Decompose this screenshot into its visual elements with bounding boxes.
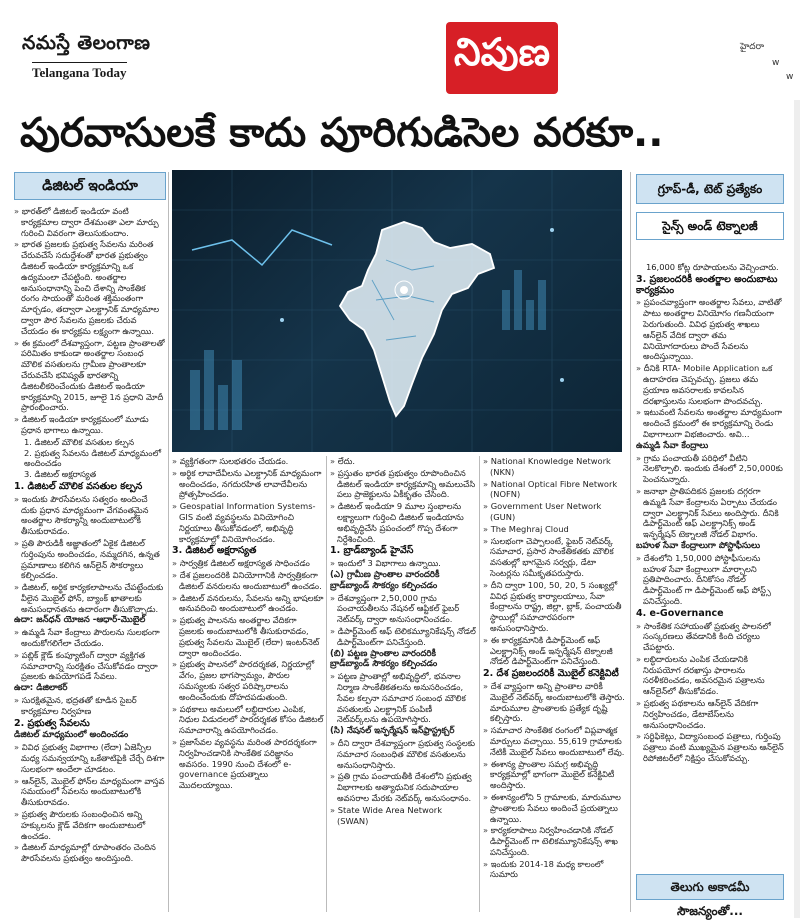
col5-para: » ఇటువంటి సేవలను అంతర్జాల మాధ్యమంగా అందించే క్రమంలో ఈ కార్యక్రమాన్ని రెండు విభాగాలుగా విభజించారు. అవి...: [636, 407, 784, 439]
col4-para: » ఈ కార్యక్రమానికి డిపార్ట్‌మెంట్ ఆఫ్ ఎలక్ట్రానిక్స్ అండ్ ఇన్ఫర్మేషన్ టెక్నాలజీ నోడల్ డిపార్ట్‌మెంట్‌గా పనిచేస్తుంది.: [483, 635, 627, 667]
col1-para: » భారత ప్రజలకు ప్రభుత్వ సేవలను మరింత చేరువచేసే సదుద్దేశంతో భారత ప్రభుత్వం డిజిటల్ ఇండియా కార్యక్రమాన్ని ఒక ఉద్యమంలా చేపట్టింది. అంతర్జాల అనుసంధానాన్ని పెంచి దేశాన్ని సాంకేతిక రంగం సాయంతో మరింత శక్తిమంతంగా మార్చడం, తద్వారా ఎలక్ట్రానిక్ మాధ్యమాల ద్వారా పౌర సేవలను ప్రజలకు చేరువ చేయడం ఈ కార్యక్రమ లక్ష్యంగా ఉన్నాయి.: [14, 239, 166, 336]
col1-para: » ప్రతి పౌరుడికీ అజ్ఞాతంలో ఏకైక డిజిటల్ గుర్తింపును అందించడం, నమ్మదగిన, ఉన్నత ప్రమాణాలు కలిగిన ఆన్‌లైన్ సౌకర్యాలు కల్పించడం.: [14, 538, 166, 581]
right-edge-text-1: హైదరా: [740, 42, 765, 52]
right-edge-text-2: w: [772, 58, 780, 68]
col5-para: » లబ్ధిదారులను ఎంపిక చేయడానికి నిరుపయోగ దరఖాస్తు ఫారాలను సరళీకరించడం, అవసరమైన పత్రాలను ఆన్‌లైన్‌లో తీసుకోవడం.: [636, 654, 784, 697]
india-map-graphic: [172, 170, 622, 452]
col4-para: » కార్యకలాపాలు నిర్వహించడానికి నోడల్ డిపార్ట్‌మెంట్ గా టెలికమ్యూనికేషన్స్ శాఖ పనిచేస్తుంది.: [483, 825, 627, 857]
col3-subheading-a: (ఎ) గ్రామీణ ప్రాంతాల వారందరికీ బ్రాడ్‌బ్యాండ్ సౌకర్యం కల్పించడం: [330, 569, 440, 591]
col5-para: » ప్రపంచవ్యాప్తంగా అంతర్జాల సేవలు, వాటితో పాటు అంతర్జాల వినియోగం గణనీయంగా పెరుగుతుంది. వివిధ ప్రభుత్వ శాఖలు ఆన్‌లైన్ వేదిక ద్వారా తమ వినియోగదారులు పొందే సేవలను అందిస్తున్నాయి.: [636, 297, 784, 362]
col1-para: » పబ్లిక్ క్లౌడ్ కంప్యూటింగ్ ద్వారా వ్యక్తిగత సమాచారాన్ని సురక్షితం చేసుకోవడం ద్వారా ప్రజలకు ఉపయోగపడే సేవలు.: [14, 650, 166, 682]
col3-para: » దీని ద్వారా దేశవ్యాప్తంగా ప్రభుత్వ సంస్థలకు సమాచార సంబంధిత మౌలిక వసతులను అనుసంధానిస్తారు.: [330, 738, 476, 770]
col4-heading-2: 2. దేశ ప్రజలందరికీ మొబైల్ కనెక్టివిటీ: [483, 668, 619, 680]
col2-para: » డిజిటల్ వనరులను, సేవలను అన్ని భాషలకూ అనువదించి అందుబాటులో ఉంచడం.: [172, 593, 324, 615]
col3-para: » ఇందులో 3 విభాగాలు ఉన్నాయి.: [330, 558, 476, 569]
col4-para: » ఈశాన్యంలోని 5 గ్రామాలకు, మారుమూల ప్రాంతాలకు సేవలు అందించే ప్రయత్నాలు ఉన్నాయి.: [483, 792, 627, 824]
col3-para: » పట్టణ ప్రాంతాల్లో అభివృద్ధిలో, భవనాల నిర్మాణ సాంకేతికతలను అనుసరించడం, సేవల కల్పనా సమాచార సంబంధ మౌలిక వసతులకు ఎలక్ట్రానిక్ పంపిణీ నెట్‌వర్క్‌లను ఉపయోగిస్తారు.: [330, 671, 476, 725]
col4-para: » సులభంగా చెప్పాలంటే, ఫైబర్ నెట్‌వర్క్ సమాచార, ప్రసార సాంకేతికతకు మౌలిక వసతుల్లో భాగమైన సర్వర్లు, డేటా సెంటర్లను సమీకృతపరుస్తారు.: [483, 536, 627, 579]
col2-para: » పథకాలు అమలులో లబ్ధిదారుల ఎంపిక, నిధుల విడుదలలో పారదర్శకత కోసం డిజిటల్ సమాచారాన్ని ఉపయోగించడం.: [172, 704, 324, 736]
col1-para: » సురక్షితమైన, భద్రతతో కూడిన సైబర్ కార్యక్రమాల నిర్వహణ: [14, 695, 166, 717]
col1-para: » భారత్‌లో డిజిటల్ ఇండియా వంటి కార్యక్రమాల ద్వారా దేశమంతా ఎలా మార్పు గురించి వివరంగా తెలుసుకుందాం.: [14, 206, 166, 238]
col1-list-item: 2. ప్రభుత్వ సేవలను డిజిటల్ మాధ్యమంలో అందించడం: [24, 447, 162, 469]
col1-heading-2: 2. ప్రభుత్వ సేవలను: [14, 717, 90, 729]
col5-para: » ప్రభుత్వ పథకాలను ఆన్‌లైన్ వేదికగా నిర్వహించడం, డేటాబేస్‌లను అనుసంధానించడం.: [636, 698, 784, 730]
col2-para: » Geospatial Information Systems- GIS వంటి వ్యవస్థలను వినియోగించి నిర్ణయాలు తీసుకోవడంలో, అభివృద్ధి కార్యక్రమాల్లో వినియోగించడం.: [172, 501, 324, 544]
col5-para: » దేశంలోని 1,50,000 పోస్టాఫీసులను బహుళ సేవా కేంద్రాలుగా మార్చాలని ప్రతిపాదించారు. దీనికోసం నోడల్ డిపార్ట్‌మెంట్ గా డిపార్ట్‌మెంట్ ఆఫ్ పోస్ట్స్ పనిచేస్తుంది.: [636, 553, 784, 607]
col3-heading-1: 1. బ్రాడ్‌బ్యాండ్ హైవేస్: [330, 545, 414, 557]
col2-para: » దేశ ప్రజలందరికి వినియోగానికి సార్వత్రికంగా డిజిటల్ వనరులను అందుబాటులో ఉంచడం.: [172, 570, 324, 592]
col3-para: » లేదు.: [330, 456, 476, 467]
column-divider: [630, 172, 631, 912]
col3-para: » డిపార్ట్‌మెంట్ ఆఫ్ టెలికమ్యూనికేషన్స్ నోడల్ డిపార్ట్‌మెంట్‌గా పనిచేస్తుంది.: [330, 626, 476, 648]
col3-para: » దేశవ్యాప్తంగా 2,50,000 గ్రామ పంచాయతీలను నేషనల్ ఆప్టికల్ ఫైబర్ నెట్‌వర్క్ ద్వారా అనుసంధానించడం.: [330, 593, 476, 625]
col5-heading-3: 3. ప్రజలందరికీ అంతర్జాల అందుబాటు కార్యక్రమం: [636, 273, 778, 296]
col3-para: » డిజిటల్ ఇండియా 9 మూల స్తంభాలను లక్ష్యాలుగా గుర్తించి డిజిటల్ ఇండియాను అభివృద్ధిచేసి ప్రపంచంలో గొప్ప దేశంగా నిర్దేశించింది.: [330, 501, 476, 544]
col4-para: » The Meghraj Cloud: [483, 524, 627, 535]
col2-para: » ప్రజాసేవల వ్యవస్థను మరింత పారదర్శకంగా నిర్వహించడానికి సాంకేతిక పరిజ్ఞానం అవసరం. 1990 నుంచి దేశంలో e-governance ప్రయత్నాలు మొదలయ్యాయి.: [172, 737, 324, 791]
col1-para: » ఇందుకు పౌరసేవలను సత్వరం అందించే దుకు ప్రధాన మాధ్యమంగా వేగవంతమైన అంతర్జాల సౌకర్యాన్ని అందుబాటులోకి తీసుకురావడం.: [14, 494, 166, 537]
column-divider: [479, 456, 480, 912]
col4-para: » National Knowledge Network (NKN): [483, 456, 627, 478]
col1-para: » ఈ క్రమంలో దేశవ్యాప్తంగా, పట్టణ ప్రాంతాలతో పరిమితం కాకుండా అంతర్జాల సంబంధ మౌలిక వసతులను గ్రామీణ ప్రాంతాలకూ చేరువచేసి భవిష్యత్ భారతాన్ని డిజిటలీకరించేందుకు డిజిటల్ ఇండియా కార్యక్రమాన్ని 2015, జూలై 1న ప్రధాని మోదీ ప్రారంభించారు.: [14, 338, 166, 414]
column-divider: [326, 456, 327, 912]
col1-list-item: 1. డిజిటల్ మౌలిక వసతుల కల్పన: [24, 436, 135, 447]
col1-para: » ప్రభుత్వ పౌరులకు సంబంధించిన అన్ని హక్కులను క్లౌడ్ వేదికగా అందుబాటులో ఉంచడం.: [14, 809, 166, 841]
col3-para: » ప్రతి గ్రామ పంచాయతీకి దేశంలోని ప్రభుత్వ విభాగాలకు అత్యాధునిక సదుపాయాల అవసరాల మేరకు నెట్‌వర్క్ అనుసంధానం.: [330, 771, 476, 803]
col2-para: » ప్రభుత్వ పాలనను అంతర్జాల వేదికగా ప్రజలకు అందుబాటులోకి తీసుకురావడం, ప్రభుత్వ సేవలను మొబైల్ (లేదా) ఇంటర్‌నెట్ ద్వారా అందించడం.: [172, 615, 324, 658]
col5-subheading-b: బహుళ సేవా కేంద్రాలుగా పోస్టాఫీసులు: [636, 540, 761, 551]
col1-heading-1: 1. డిజిటల్ మౌలిక వసతుల కల్పన: [14, 480, 143, 492]
col5-para: » సాంకేతిక సహాయంతో ప్రభుత్వ పాలనలో సంస్కరణలు తేవడానికి కింది చర్యలు చేపట్టారు.: [636, 621, 784, 653]
paper-name: నమస్తే తెలంగాణ: [22, 32, 151, 54]
right-subsection-label: సైన్స్ అండ్ టెక్నాలజీ: [636, 212, 784, 240]
masthead: [0, 0, 800, 96]
col4-para: » సమాచార సాంకేతిక రంగంలో విప్లవాత్మక మార్పులు వచ్చాయి. 55,619 గ్రామాలకు నేటికీ మొబైల్ సేవలు అందుబాటులో లేవు.: [483, 725, 627, 757]
india-map-image: [172, 170, 622, 452]
column-5: [636, 262, 784, 868]
col3-subheading-b: (బి) పట్టణ ప్రాంతాల వారందరికీ బ్రాడ్‌బ్యాండ్ సౌకర్యం కల్పించడం: [330, 648, 438, 670]
col2-para: » సార్వత్రిక డిజిటల్ అక్షరాస్యత సాధించడం: [172, 558, 324, 569]
col4-para: » దీని ద్వారా 100, 50, 20, 5 సంఖ్యల్లో వివిధ ప్రభుత్వ కార్యాలయాలు, సేవా కేంద్రాలను రాష్ట్ర, జిల్లా, బ్లాక్, పంచాయతీ స్థాయిల్లో సమాచారపరంగా అనుసంధానిస్తారు.: [483, 580, 627, 634]
left-section-label: డిజిటల్ ఇండియా: [14, 172, 166, 200]
section-title: నిపుణ: [454, 30, 550, 74]
col3-subheading-c: (సి) నేషనల్ ఇన్ఫర్మేషన్ ఇన్‌ఫ్రాస్ట్రక్చర్: [330, 726, 455, 737]
col1-para: » డిజిటల్, అర్థిక కార్యకలాపాలను చేపట్టేందుకు వీలైన మొబైల్ ఫోన్, బ్యాంక్ ఖాతాలకు అనుసంధానతను ఉదారంగా తీసుకొచ్చాడు.: [14, 582, 166, 614]
headline: పురవాసులకే కాదు పూరిగుడిసెల వరకూ..: [20, 110, 664, 156]
col4-para: » National Optical Fibre Network (NOFN): [483, 479, 627, 501]
col5-para: » గ్రామ పంచాయతీ పరిధిలో వీటిని నెలకొల్పాలి. ఇందుకు దేశంలో 2,50,000కు పెంచనున్నారు.: [636, 453, 784, 485]
column-4: [483, 456, 627, 910]
col4-para: » దేశ వ్యాప్తంగా అన్ని ప్రాంతాల వారికీ మొబైల్ నెట్‌వర్క్ అందుబాటులోకి తెస్తారు. మారుమూల ప్రాంతాలకు ప్రత్యేక దృష్టి కల్పిస్తారు.: [483, 681, 627, 724]
col2-para: » ప్రభుత్వ పాలనలో పారదర్శకత, నిర్ణయాల్లో వేగం, ప్రజల భాగస్వామ్యం, పౌరుల సమస్యలకు సత్వర పరిష్కారాలను అందించేందుకు దోహదపడుతుంది.: [172, 659, 324, 702]
col3-para: » State Wide Area Network (SWAN): [330, 805, 476, 827]
col5-subheading-a: ఉమ్మడి సేవా కేంద్రాలు: [636, 440, 709, 451]
col1-para: » ఉమ్మడి సేవా కేంద్రాలు పౌరులను సులభంగా అందుకోగలిగేలా చేయడం.: [14, 627, 166, 649]
column-2: [172, 456, 324, 910]
column-3: [330, 456, 476, 910]
column-divider: [168, 172, 169, 912]
col1-list-item: 3. డిజిటల్ అక్షరాస్యత: [24, 469, 97, 480]
sub-brand: Telangana Today: [32, 62, 127, 81]
col2-para: » వ్యక్తిగతంగా సులభతరం చేయడం.: [172, 456, 324, 467]
right-section-label: గ్రూప్-డీ, టెట్ ప్రత్యేకం: [636, 174, 784, 204]
col4-para: » ఇందుకు 2014-18 మధ్య కాలంలో సుమారు: [483, 859, 627, 881]
col5-para: » దీనికి RTA- Mobile Application ఒక ఉదాహరణ చెప్పవచ్చు. ప్రజలు తమ ప్రయాణ అవసరాలకు కావలసిన దరఖాస్తులను సులభంగా పొందవచ్చు.: [636, 363, 784, 406]
col1-para: » ఆన్‌లైన్, మొబైల్ ఫోన్‌ల మాధ్యమంగా వాస్తవ సమయంలో సేవలను అందుబాటులోకి తీసుకురావడం.: [14, 776, 166, 808]
right-edge-text-3: w: [786, 72, 794, 82]
col5-heading-4: 4. e-Governance: [636, 607, 724, 619]
col2-para: » అర్థిక లావాదేవీలను ఎలక్ట్రానిక్ మాధ్యమంగా అందించడం, నగదురహిత లావాదేవీలను ప్రోత్సహించడం.: [172, 468, 324, 500]
column-1: [14, 206, 166, 910]
col3-para: » ప్రస్తుతం భారత ప్రభుత్వం రూపొందించిన డిజిటల్ ఇండియా కార్యక్రమాన్ని అమలుచేసి పలు ప్రాజెక్టులను ఏకీకృతం చేసింది.: [330, 468, 476, 500]
col5-para: » సర్టిఫికెట్లు, విద్యాసంబంధ పత్రాలు, గుర్తింపు పత్రాలు వంటి ముఖ్యమైన పత్రాలను ఆన్‌లైన్ రిపోజిటరీలో నిక్షిప్తం చేసుకోవచ్చు.: [636, 731, 784, 763]
col1-example-label: ఉదా: డిజిలాకర్: [14, 683, 68, 694]
col4-para: » ఈశాన్య ప్రాంతాల సమగ్ర అభివృద్ధి కార్యక్రమాల్లో భాగంగా మొబైల్ కనెక్టివిటీ అందిస్తారు.: [483, 759, 627, 791]
col1-subheading: డిజిటల్ మాధ్యమంలో అందించడం: [14, 730, 129, 741]
col1-para: » డిజిటల్ మాధ్యమాల్లో రూపాంతరం చెందిన పౌరసేవలను ప్రభుత్వం అందిస్తుంది.: [14, 842, 166, 864]
col5-intro: 16,000 కోట్ల రూపాయలను వెచ్చించారు.: [646, 262, 779, 272]
footer-credit: తెలుగు అకాడమీ సౌజన్యంతో...: [636, 874, 784, 900]
page-edge: [794, 100, 800, 918]
section-logo: [446, 22, 558, 94]
col1-para: » డిజిటల్ ఇండియా కార్యక్రమంలో మూడు ప్రధాన భాగాలు ఉన్నాయి.: [14, 414, 166, 436]
col2-heading-3: 3. డిజిటల్ అక్షరాస్యత: [172, 545, 257, 557]
col1-example-label: ఉదా: జన్‌ధన్ యోజన -ఆధార్-మొబైల్: [14, 615, 146, 626]
col5-para: » జనాభా ప్రాతిపదికన ప్రజలకు దగ్గరగా ఉమ్మడి సేవా కేంద్రాలను ఏర్పాటు చేయడం ద్వారా ఎలక్ట్రానిక్ సేవలు అందిస్తారు. దీనికి డిపార్ట్‌మెంట్ ఆఫ్ ఎలక్ట్రానిక్స్ అండ్ ఇన్ఫర్మేషన్ టెక్నాలజీ నోడల్ విభాగం.: [636, 486, 784, 540]
col1-para: » వివిధ ప్రభుత్వ విభాగాల (లేదా) ఏజెన్సీల మధ్య సమన్వయాన్ని ఒకేతాటిపైకి చేర్చే దిశగా సులభంగా అందేలా చూడటం.: [14, 742, 166, 774]
col4-para: » Government User Network (GUN): [483, 501, 627, 523]
